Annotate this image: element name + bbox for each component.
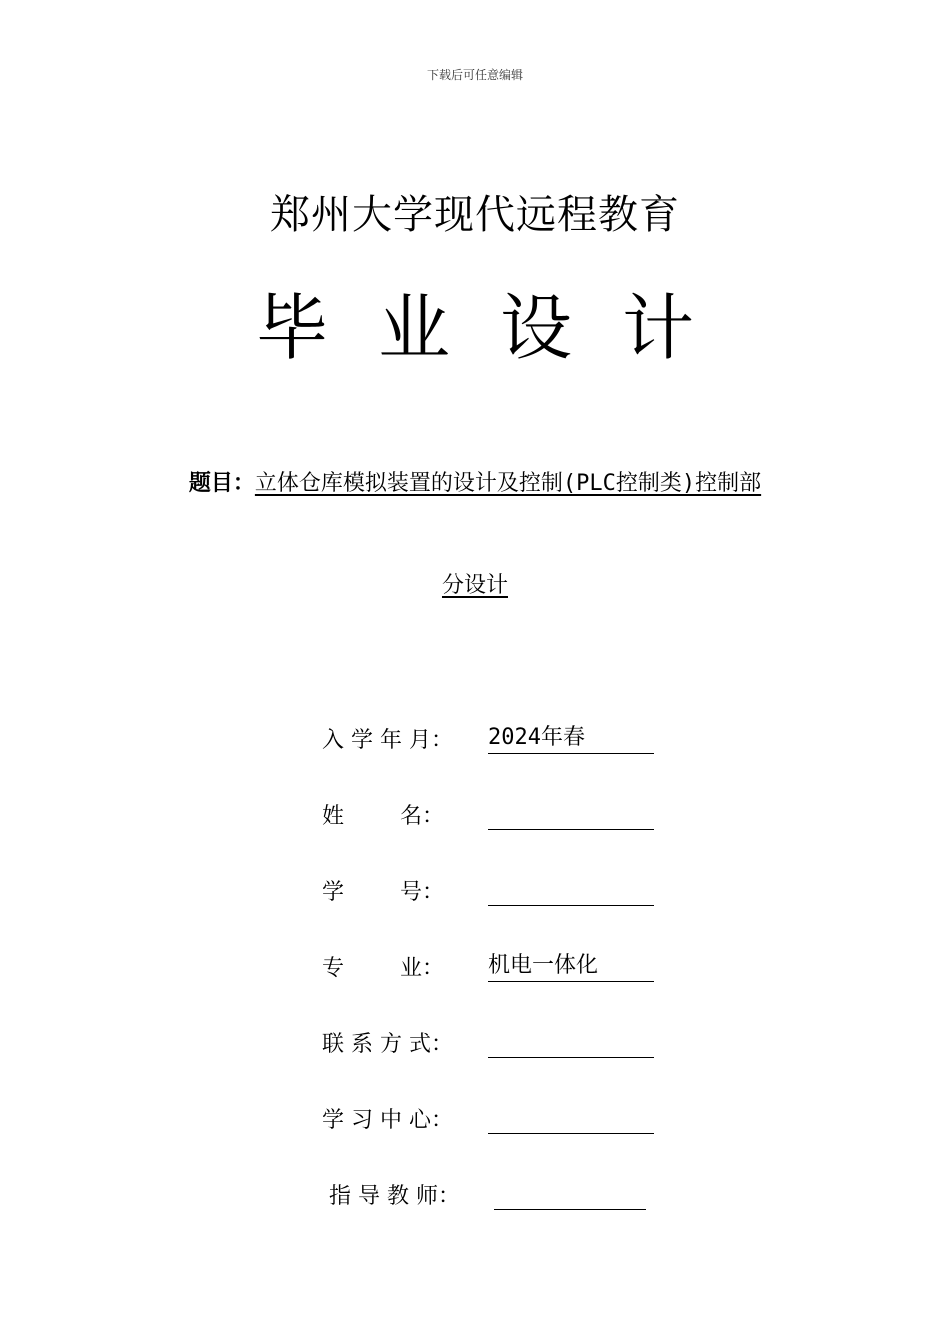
- topic-line-2: [0, 568, 950, 599]
- field-value: 机电一体化: [488, 951, 654, 982]
- topic-label: 题目：: [188, 471, 255, 496]
- field-advisor: [322, 1174, 646, 1210]
- field-value: [488, 1103, 654, 1134]
- field-label: 专 业：: [322, 956, 444, 981]
- field-major: [322, 946, 654, 982]
- field-label: 学 习 中 心：: [322, 1108, 453, 1133]
- field-value: 2024年春: [488, 723, 654, 754]
- topic-text-2: 分设计: [441, 573, 508, 598]
- field-name: [322, 794, 654, 830]
- field-study-center: [322, 1098, 654, 1134]
- field-label: 联 系 方 式：: [322, 1032, 453, 1057]
- topic-text-1: 立体仓库模拟装置的设计及控制(PLC控制类)控制部: [254, 471, 762, 496]
- field-contact: [322, 1022, 654, 1058]
- field-value: [488, 875, 654, 906]
- school-name: 郑州大学现代远程教育: [270, 192, 680, 238]
- field-value: [488, 799, 654, 830]
- field-enrollment: [322, 718, 654, 754]
- field-label: 入 学 年 月：: [322, 728, 453, 753]
- field-value: [494, 1179, 646, 1210]
- field-student-id: [322, 870, 654, 906]
- field-value: [488, 1027, 654, 1058]
- field-label: 指 导 教 师：: [322, 1184, 460, 1209]
- field-label: 学 号：: [322, 880, 444, 905]
- document-title: 毕业设计: [255, 286, 744, 370]
- header-note: 下载后可任意编辑: [426, 68, 523, 82]
- field-label: 姓 名：: [322, 804, 444, 829]
- topic-line-1: [0, 466, 950, 497]
